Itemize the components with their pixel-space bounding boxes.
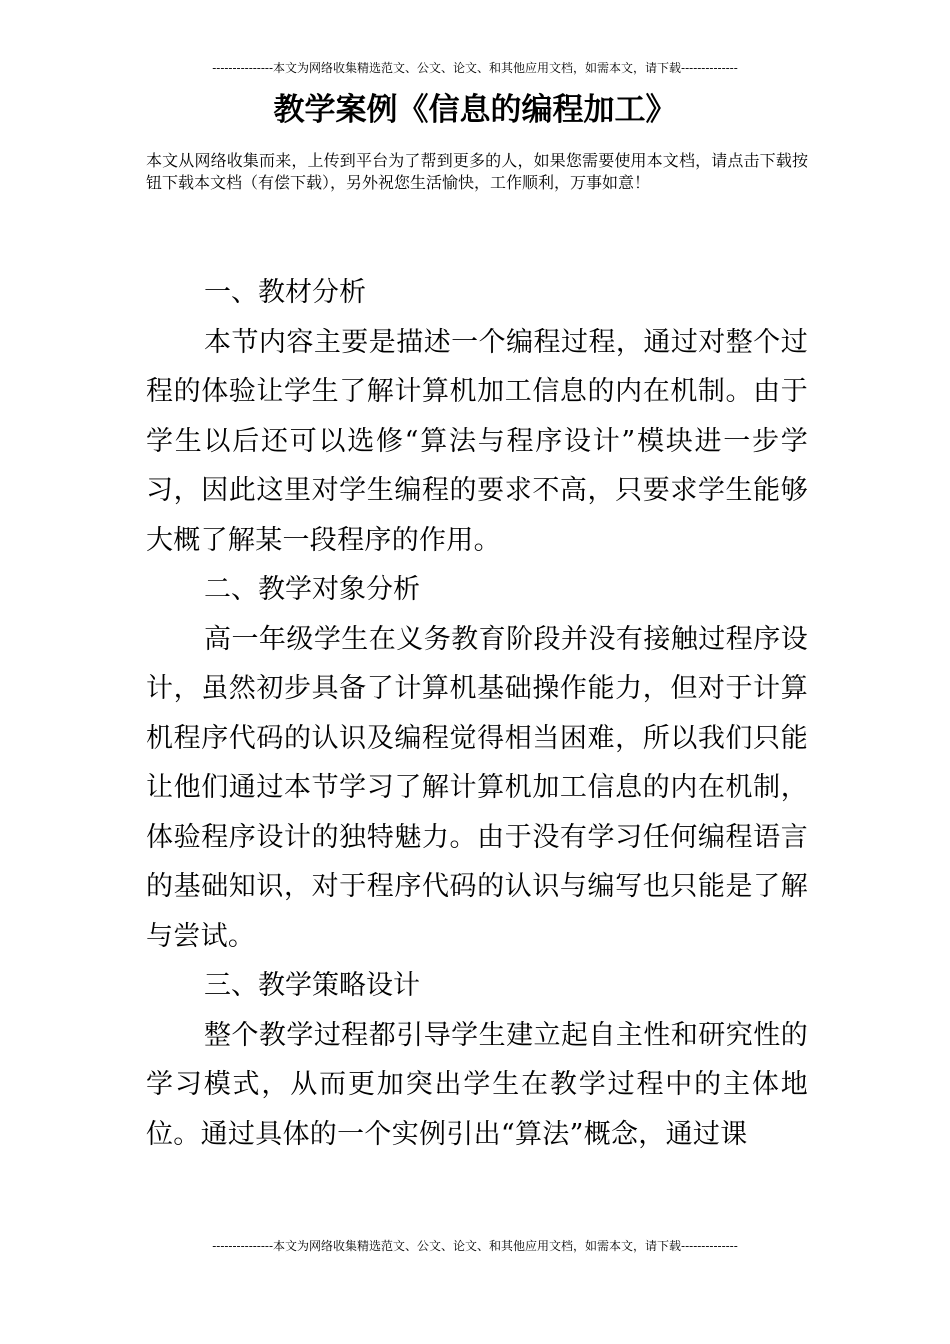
document-title: 教学案例《信息的编程加工》: [273, 92, 677, 128]
intro-notice: 本文从网络收集而来，上传到平台为了帮到更多的人，如果您需要使用本文档，请点击下载按钮下载本文档（有偿下载），另外祝您生活愉快，工作顺利，万事如意！: [146, 151, 808, 192]
section-paragraph-1: 本节内容主要是描述一个编程过程，通过对整个过程的体验让学生了解计算机加工信息的内在机制。由于学生以后还可以选修“算法与程序设计”模块进一步学习，因此这里对学生编程的要求不高，只要求学生能够大概了解某一段程序的作用。: [146, 326, 808, 556]
section-paragraph-3: 整个教学过程都引导学生建立起自主性和研究性的学习模式，从而更加突出学生在教学过程中的主体地位。通过具体的一个实例引出“算法”概念，通过课: [146, 1019, 808, 1150]
running-footer: ---------------本文为网络收集精选范文、公文、论文、和其他应用文档，如需本文，请下载--------------: [212, 1239, 738, 1253]
section-heading-3: 三、教学策略设计: [204, 970, 420, 1001]
section-heading-1: 一、教材分析: [204, 277, 366, 308]
section-heading-2: 二、教学对象分析: [204, 574, 420, 605]
running-header: ---------------本文为网络收集精选范文、公文、论文、和其他应用文档，如需本文，请下载--------------: [212, 61, 738, 75]
section-paragraph-2: 高一年级学生在义务教育阶段并没有接触过程序设计，虽然初步具备了计算机基础操作能力，但对于计算机程序代码的认识及编程觉得相当困难，所以我们只能让他们通过本节学习了解计算机加工信息的内在机制，体验程序设计的独特魅力。由于没有学习任何编程语言的基础知识，对于程序代码的认识与编写也只能是了解与尝试。: [146, 623, 808, 952]
document-body: [146, 268, 808, 1159]
